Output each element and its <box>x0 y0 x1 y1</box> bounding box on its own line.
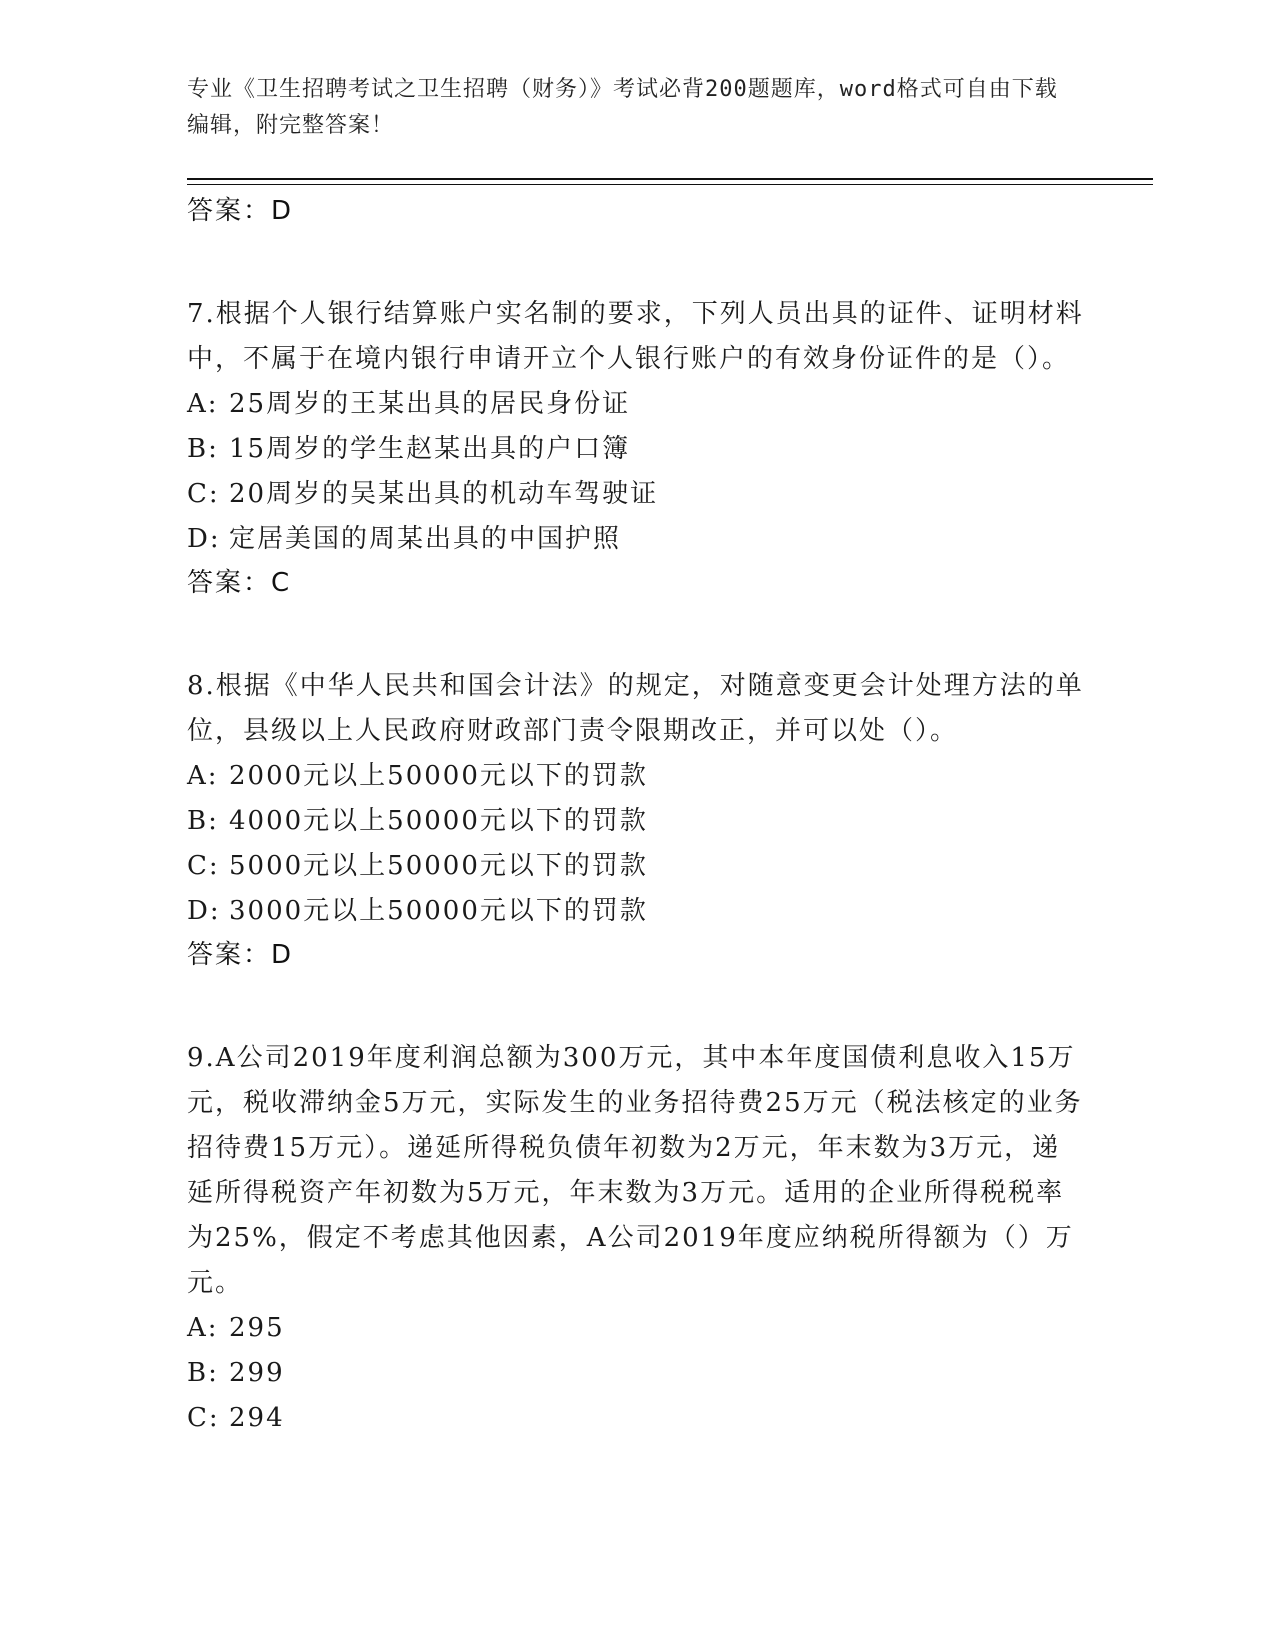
question-stem: 8.根据《中华人民共和国会计法》的规定，对随意变更会计处理方法的单位，县级以上人民政府财政部门责令限期改正，并可以处（）。 <box>187 671 1084 746</box>
option-text: 15周岁的学生赵某出具的户口簿 <box>229 434 631 464</box>
document-header: 专业《卫生招聘考试之卫生招聘（财务）》考试必背200题题库，word格式可自由下载编辑，附完整答案！ <box>187 77 1058 138</box>
option-text: 定居美国的周某出具的中国护照 <box>229 524 622 554</box>
option-c <box>187 844 1087 889</box>
question-8 <box>187 664 1087 976</box>
header-divider-thick <box>187 178 1153 180</box>
option-label: B: <box>187 1358 219 1388</box>
option-d <box>187 517 1087 562</box>
option-label: C: <box>187 479 220 509</box>
option-label: B: <box>187 806 219 836</box>
option-a <box>187 754 1087 799</box>
option-b <box>187 1351 1087 1396</box>
question-9 <box>187 1036 1087 1441</box>
option-label: A: <box>187 761 219 791</box>
question-stem: 7.根据个人银行结算账户实名制的要求，下列人员出具的证件、证明材料中，不属于在境内银行申请开立个人银行账户的有效身份证件的是（）。 <box>187 299 1084 374</box>
option-d <box>187 889 1087 934</box>
option-a <box>187 1306 1087 1351</box>
header-divider-thin <box>187 184 1153 185</box>
option-text: 2000元以上50000元以下的罚款 <box>229 761 648 791</box>
option-a <box>187 382 1087 427</box>
option-label: D: <box>187 524 221 554</box>
option-text: 3000元以上50000元以下的罚款 <box>229 896 648 926</box>
previous-answer: 答案：D <box>187 196 294 226</box>
option-label: A: <box>187 1313 219 1343</box>
option-text: 25周岁的王某出具的居民身份证 <box>229 389 631 419</box>
option-c <box>187 1396 1087 1441</box>
option-label: B: <box>187 434 219 464</box>
option-label: C: <box>187 851 220 881</box>
question-answer: 答案：D <box>187 940 294 970</box>
option-text: 295 <box>229 1313 285 1343</box>
option-label: C: <box>187 1403 220 1433</box>
question-7 <box>187 292 1087 604</box>
option-b <box>187 799 1087 844</box>
option-label: D: <box>187 896 221 926</box>
option-c <box>187 472 1087 517</box>
question-stem: 9.A公司2019年度利润总额为300万元，其中本年度国债利息收入15万元，税收滞纳金5万元，实际发生的业务招待费25万元（税法核定的业务招待费15万元）。递延所得税负债年初数为2万元，年末数为3万元，递延所得税资产年初数为5万元，年末数为3万元。适用的企业所得税税率为25%，假定不考虑其他因素，A公司2019年度应纳税所得额为（）万元。 <box>187 1043 1083 1298</box>
option-text: 5000元以上50000元以下的罚款 <box>229 851 648 881</box>
option-text: 299 <box>229 1358 285 1388</box>
option-b <box>187 427 1087 472</box>
option-text: 4000元以上50000元以下的罚款 <box>229 806 648 836</box>
option-label: A: <box>187 389 219 419</box>
option-text: 20周岁的吴某出具的机动车驾驶证 <box>229 479 659 509</box>
question-list <box>187 190 1087 1441</box>
option-text: 294 <box>229 1403 285 1433</box>
question-answer: 答案：C <box>187 568 292 598</box>
